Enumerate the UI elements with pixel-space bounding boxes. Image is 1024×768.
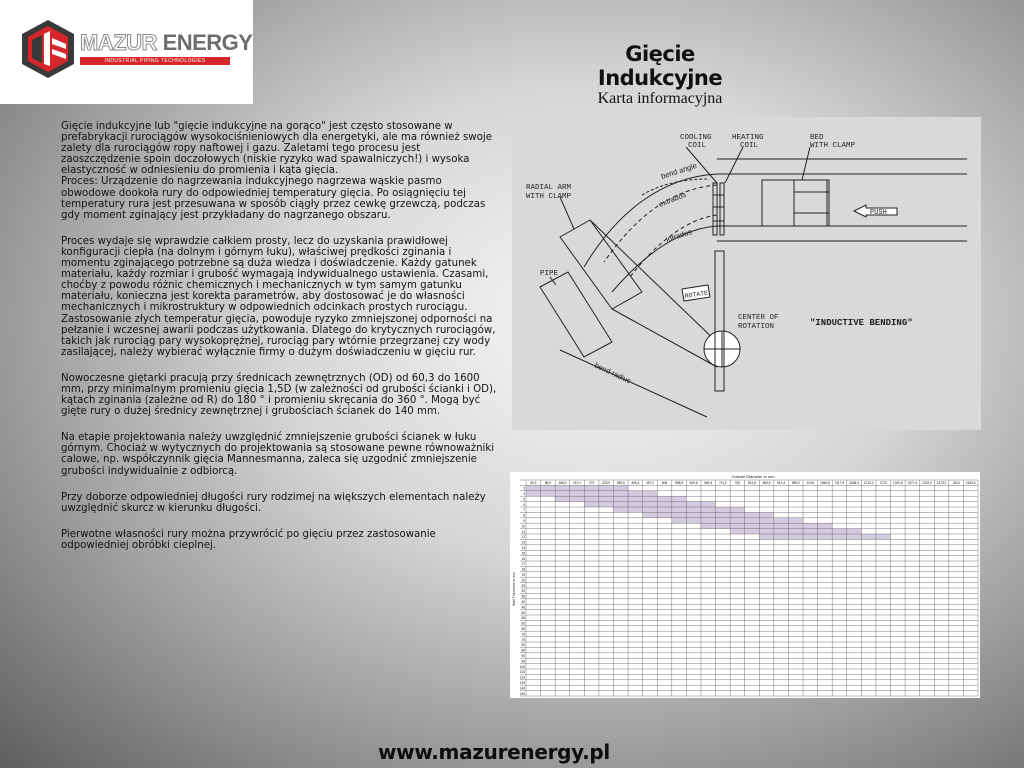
table-shaded-cell [672,507,687,512]
table-row-header: 8 [523,513,525,518]
table-col-header: 323,9 [602,481,611,486]
table-col-header: 558,8 [675,481,684,486]
table-shaded-cell [628,491,643,496]
table-shaded-cell [818,534,833,539]
table-shaded-cell [832,534,847,539]
table-col-header: 1168,4 [849,481,859,486]
table-col-header: 1524 [952,481,960,486]
table-row-header: 100 [519,664,525,669]
table-shaded-cell [730,512,745,517]
label-rotate: ROTATE [684,289,709,300]
paragraph-intro: Gięcie indukcyjne lub "gięcie indukcyjne na gorąco" jest często stosowane w prefabrykacji rurociągów wysokociśnieniowych dla energetyki, ale ma również swoje zalety dla rurociągów ropy naftowej i gazu. Zaletami tego procesu jest zaoszczędzenie spoin doczołowych (niskie ryzyko wad spawalniczych!) i wysoka elastyczność w odniesieniu do promienia i kąta gięcia. [61,121,492,177]
table-shaded-cell [745,523,760,528]
body-text [61,121,497,566]
table-col-header: 762 [734,481,741,486]
table-shaded-cell [643,502,658,507]
table-col-header: 1422,4 [922,481,932,486]
label-bend-angle: bend angle [659,160,698,181]
table-row-header: 70 [521,632,525,637]
table-shaded-cell [657,512,672,517]
table-shaded-cell [774,518,789,523]
table-shaded-cell [657,502,672,507]
table-row-header: 60 [521,621,525,626]
table-shaded-cell [643,491,658,496]
table-shaded-cell [730,529,745,534]
table-shaded-cell [716,512,731,517]
table-row-header: 55 [521,616,525,621]
table-row-header: 18 [521,567,525,572]
table-row-header: 130 [519,681,525,685]
table-shaded-cell [788,518,803,523]
label-extrados: extrados [657,189,688,209]
table-col-header: 1016 [806,481,814,486]
table-row-header: 75 [521,637,525,642]
table-col-header: 812,8 [748,481,756,486]
bending-capacity-table [510,472,980,698]
table-row-header: 45 [521,605,525,610]
table-row-header: 9 [523,519,525,523]
table-shaded-cell [628,507,643,512]
table-row-header: 50 [521,610,525,615]
table-shaded-cell [584,485,599,490]
table-col-header: 863,6 [762,481,771,486]
paragraph-wall-thinning: Na etapie projektowania należy uwzględnić zmniejszenie grubości ścianek w łuku górnym. Chociaż w wytycznych do projektowania są stosowane pewne równoważniki calowe, np. współczynnik gięcia Mannesmanna, zaleca się uzgodnić zmniejszenie grubości indywidualnie z odbiorcą. [61,432,495,477]
paragraph-experience: Proces wydaje się wprawdzie całkiem prosty, lecz do uzyskania prawidłowej konfiguracji ciepła (na dolnym i górnym łuku), właściwej prędkości zginania i momentu zginającego potrzebne są duża wiedza i doświadczenie. Każdy gatunek materiału, każdy rozmiar i grubość wymagają indywidualnego ustawienia. Czasami, choćby z powodu różnic chemicznych i mechanicznych w tym samym gatunku materiału, konieczna jest korekta parametrów, aby dostosować je do własności mechanicznych i mikrostruktury w odpowiednich odcinkach prostych rurociągu. Zastosowanie złych temperatur gięcia, powoduje ryzyko zmniejszonej odporności na pełzanie i wczesnej awarii podczas użytkowania. Dlatego do krytycznych rurociągów, takich jak rurociąg pary wysokoprężnej, rurociąg pary wtórnie przegrzanej czy wody zasilającej, należy wybierać wyłącznie firmy o dużym doświadczeniu w gięciu rur. [61,235,496,358]
mazur-energy-logo-icon [20,18,76,80]
table-shaded-cell [555,485,570,490]
label-cooling: COOLING [680,134,712,142]
table-row-header: 95 [521,659,525,664]
table-shaded-cell [803,534,818,539]
table-row-header: 65 [521,627,525,631]
table-row-header: 17 [521,562,525,567]
label-bed-clamp: WITH CLAMP [810,142,856,150]
page-subtitle: Karta informacyjna [597,90,723,107]
inductive-bending-diagram [512,117,981,430]
table-col-header: 1625,6 [965,481,976,486]
table-shaded-cell [730,507,745,512]
table-shaded-cell [599,485,614,490]
table-col-header: 1117,6 [834,481,845,486]
label-radial-arm: RADIAL ARM [526,184,572,192]
table-row-header: 110 [519,670,525,675]
table-row-header: 14 [521,546,525,550]
table-col-header: 609,6 [689,481,698,486]
brand-tagline: INDUSTRIAL PIPING TECHNOLOGIES [80,57,230,65]
table-shaded-cell [730,523,745,528]
paragraph-shrinkage: Przy doborze odpowiedniej długości rury rodzimej na większych elementach należy uwzględnić skurcz w kierunku długości. [61,491,486,514]
table-col-header: 965,2 [791,481,800,486]
label-pipe: PIPE [540,270,559,278]
table-row-header: 13 [521,540,525,545]
table-shaded-cell [672,496,687,501]
table-col-header: 1371,6 [907,481,918,486]
table-shaded-cell [643,496,658,501]
table-shaded-cell [686,502,701,507]
table-row-header: 19 [521,573,525,577]
diagram-caption: "INDUCTIVE BENDING" [810,318,913,328]
label-cooling-coil: COIL [688,142,707,150]
website-url[interactable]: www.mazurenergy.pl [378,740,610,764]
table-shaded-cell [788,529,803,534]
table-col-header: 355,6 [616,481,625,486]
table-shaded-cell [701,518,716,523]
table-row-header: 16 [521,556,525,561]
table-row-header: 20 [521,578,525,583]
table-shaded-cell [774,523,789,528]
label-intrados: intrados [664,227,693,244]
label-bed: BED [810,134,824,142]
table-row-header: 15 [521,551,525,556]
table-shaded-cell [584,496,599,501]
table-shaded-cell [788,523,803,528]
table-col-header: 88,9 [544,481,551,486]
table-shaded-cell [745,512,760,517]
table-col-header: 711,2 [718,481,727,486]
table-shaded-cell [701,523,716,528]
table-shaded-cell [541,491,556,496]
label-push: PUSH [870,209,887,217]
logo-area [0,0,253,104]
table-header-label: Outside Diameter in mm [731,474,775,479]
table-row-header: 85 [521,648,525,653]
title-block [560,42,760,108]
table-col-header: 219,1 [573,481,582,486]
table-shaded-cell [788,534,803,539]
table-shaded-cell [541,485,556,490]
table-row-header: 12 [521,535,525,540]
table-row-header: 35 [521,594,525,599]
table-shaded-cell [716,518,731,523]
table-shaded-cell [818,523,833,528]
table-shaded-cell [657,507,672,512]
table-shaded-cell [759,518,774,523]
label-rotation: ROTATION [738,323,775,331]
table-row-header: 80 [521,643,525,648]
table-row-header: 150 [519,691,525,696]
table-shaded-cell [876,534,891,539]
table-shaded-cell [759,534,774,539]
table-shaded-cell [818,529,833,534]
table-row-header: 7 [523,508,525,513]
table-shaded-cell [686,512,701,517]
table-row-header: 6 [523,502,525,507]
table-shaded-cell [672,512,687,517]
table-col-header: 660,4 [704,481,713,486]
table-row-header: 120 [519,675,525,680]
table-row-header: 40 [521,600,525,604]
table-shaded-cell [555,496,570,501]
table-col-header: 1219,2 [863,481,874,486]
table-shaded-cell [526,491,541,496]
table-shaded-cell [584,502,599,507]
table-shaded-cell [803,529,818,534]
table-row-axis-label: Wall Thickness in mm [512,572,516,606]
table-shaded-cell [628,502,643,507]
table-shaded-cell [847,529,862,534]
paragraph-machines: Nowoczesne giętarki pracują przy średnicach zewnętrznych (OD) od 60,3 do 1600 mm, przy minimalnym promieniu gięcia 1,5D (w zależności od grubości ścianki i OD), kątach zginania (zależne od R) do 180 ° i promieniu skręcania do 360 °. Mogą być gięte rury o dużej średnicy zewnętrznej i grubościach ścianek do 140 mm. [61,372,497,418]
table-col-header: 60,3 [530,481,537,486]
table-shaded-cell [774,534,789,539]
table-col-header: 273 [588,481,595,486]
table-shaded-cell [759,512,774,517]
table-shaded-cell [716,523,731,528]
table-shaded-cell [555,491,570,496]
table-col-header: 914,4 [777,481,786,486]
table-row-header: 11 [521,529,525,534]
table-shaded-cell [759,523,774,528]
table-row-header: 5 [523,497,525,502]
table-shaded-cell [686,518,701,523]
table-row-header: 140 [519,686,525,691]
table-col-header: 168,3 [558,481,567,486]
table-shaded-cell [657,496,672,501]
table-shaded-cell [701,512,716,517]
table-shaded-cell [599,491,614,496]
table-shaded-cell [599,496,614,501]
table-shaded-cell [570,485,585,490]
table-col-header: 1066,8 [820,481,830,486]
table-shaded-cell [686,507,701,512]
brand-name: MAZUR ENERGY [80,30,253,55]
table-col-header: 406,4 [631,481,640,486]
table-shaded-cell [847,534,862,539]
table-shaded-cell [672,502,687,507]
table-shaded-cell [745,529,760,534]
label-heating-coil: COIL [740,142,759,150]
table-shaded-cell [803,523,818,528]
table-row-header: 25 [521,583,525,588]
table-shaded-cell [570,496,585,501]
table-shaded-cell [570,491,585,496]
label-center-of: CENTER OF [738,314,779,322]
table-shaded-cell [613,502,628,507]
paragraph-heat-treatment: Pierwotne własności rury można przywrócić po gięciu przez zastosowanie odpowiedniej obróbki cieplnej. [61,528,436,551]
table-shaded-cell [613,485,628,490]
table-col-header: 1473,2 [936,481,947,486]
table-shaded-cell [613,507,628,512]
table-shaded-cell [526,485,541,490]
table-shaded-cell [643,512,658,517]
table-shaded-cell [774,529,789,534]
paragraph-process: Proces: Urządzenie do nagrzewania indukcyjnego nagrzewa wąskie pasmo obwodowe dookoła rury do odpowiedniej temperatury gięcia. Po osiągnięciu tej temperatury rura jest przesuwana w sposób ciągły przez cewkę grzewczą, podczas gdy moment zginający jest przykładany do nagrzanego obszaru. [61,176,486,221]
table-shaded-cell [861,534,876,539]
label-bend-radius: bend radius [593,360,633,386]
table-shaded-cell [628,496,643,501]
table-shaded-cell [832,529,847,534]
table-shaded-cell [584,491,599,496]
table-col-header: 1320,8 [892,481,903,486]
table-row-header: 10 [521,524,525,529]
table-shaded-cell [745,518,760,523]
table-shaded-cell [701,507,716,512]
table-shaded-cell [716,507,731,512]
table-shaded-cell [599,502,614,507]
page-title: Gięcie Indukcyjne [597,42,723,90]
table-shaded-cell [759,529,774,534]
table-shaded-cell [643,507,658,512]
table-row-header: 90 [521,654,525,658]
table-row-header: 4 [523,492,525,496]
table-row-header: 3 [523,486,525,491]
table-shaded-cell [613,491,628,496]
table-row-header: 30 [521,589,525,594]
table-col-header: 457,2 [645,481,654,486]
table-shaded-cell [613,496,628,501]
table-shaded-cell [730,518,745,523]
table-shaded-cell [672,518,687,523]
table-col-header: 1270 [879,481,887,486]
label-heating: HEATING [732,134,764,142]
table-shaded-cell [701,502,716,507]
table-col-header: 508 [661,481,668,486]
label-radial-clamp: WITH CLAMP [526,193,572,201]
